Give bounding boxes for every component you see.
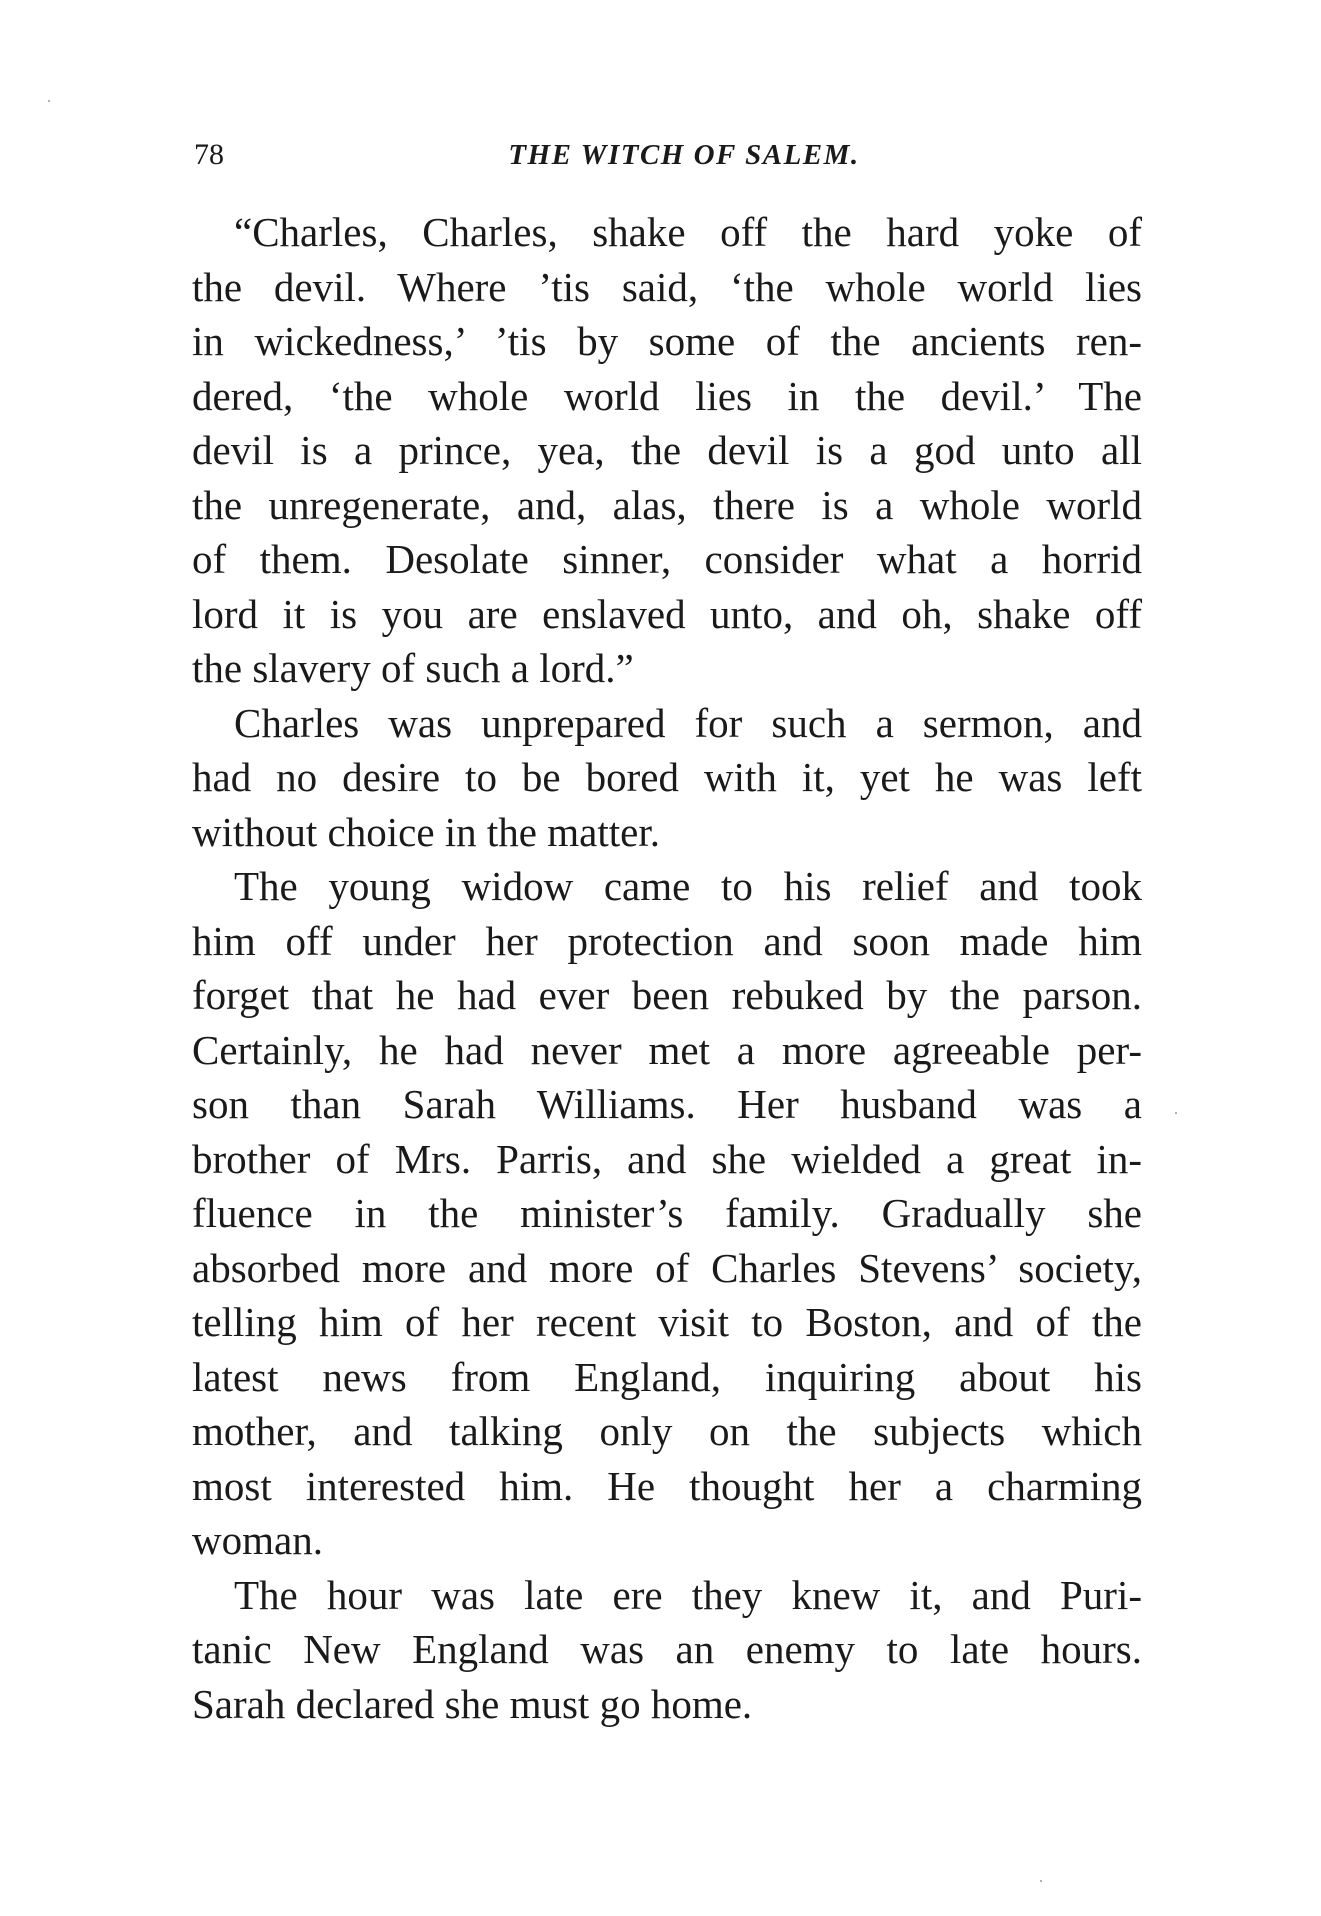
text-line: telling him of her recent visit to Boston, and of the bbox=[192, 1299, 1142, 1345]
text-line: devil is a prince, yea, the devil is a god unto all bbox=[192, 427, 1142, 473]
text-line: forget that he had ever been rebuked by the parson. bbox=[192, 972, 1142, 1018]
text-line: of them. Desolate sinner, consider what a horrid bbox=[192, 536, 1142, 582]
text-line: him off under her protection and soon made him bbox=[192, 917, 1142, 964]
body-text bbox=[192, 205, 1142, 1731]
page-number: 78 bbox=[194, 138, 224, 171]
running-header bbox=[194, 135, 1144, 175]
text-line: dered, ‘the whole world lies in the devil.’ The bbox=[192, 372, 1142, 419]
text-line: in wickedness,’ ’tis by some of the ancients ren- bbox=[192, 318, 1142, 364]
text-line: absorbed more and more of Charles Stevens’ society, bbox=[192, 1244, 1142, 1291]
paper-speck bbox=[1040, 1880, 1042, 1882]
text-line: Certainly, he had never met a more agreeable per- bbox=[192, 1026, 1142, 1073]
text-line: son than Sarah Williams. Her husband was a bbox=[192, 1081, 1142, 1127]
paper-speck bbox=[1175, 1112, 1177, 1114]
paragraph bbox=[192, 205, 1142, 696]
text-line: Charles was unprepared for such a sermon, and bbox=[234, 699, 1142, 746]
running-title: THE WITCH OF SALEM. bbox=[508, 139, 860, 171]
paragraph bbox=[192, 859, 1142, 1568]
text-line: woman. bbox=[192, 1517, 323, 1563]
text-line: the devil. Where ’tis said, ‘the whole world lies bbox=[192, 263, 1142, 310]
text-line: Sarah declared she must go home. bbox=[192, 1680, 753, 1727]
text-line: The young widow came to his relief and took bbox=[234, 863, 1142, 909]
text-line: The hour was late ere they knew it, and Puri- bbox=[234, 1571, 1142, 1618]
text-line: without choice in the matter. bbox=[192, 808, 660, 855]
text-line: latest news from England, inquiring about his bbox=[192, 1353, 1142, 1400]
paper-speck bbox=[48, 100, 50, 102]
text-line: had no desire to be bored with it, yet he was left bbox=[192, 754, 1142, 800]
paragraph bbox=[192, 1568, 1142, 1732]
text-line: “Charles, Charles, shake off the hard yoke of bbox=[234, 209, 1142, 255]
paragraph bbox=[192, 696, 1142, 860]
text-line: mother, and talking only on the subjects which bbox=[192, 1408, 1142, 1454]
text-line: fluence in the minister’s family. Gradually she bbox=[192, 1190, 1142, 1236]
text-line: tanic New England was an enemy to late hours. bbox=[192, 1626, 1142, 1672]
text-line: the slavery of such a lord.” bbox=[192, 645, 634, 691]
text-line: lord it is you are enslaved unto, and oh, shake off bbox=[192, 590, 1142, 637]
text-line: the unregenerate, and, alas, there is a whole world bbox=[192, 481, 1142, 528]
text-line: brother of Mrs. Parris, and she wielded a great in- bbox=[192, 1135, 1142, 1182]
text-line: most interested him. He thought her a charming bbox=[192, 1462, 1142, 1509]
